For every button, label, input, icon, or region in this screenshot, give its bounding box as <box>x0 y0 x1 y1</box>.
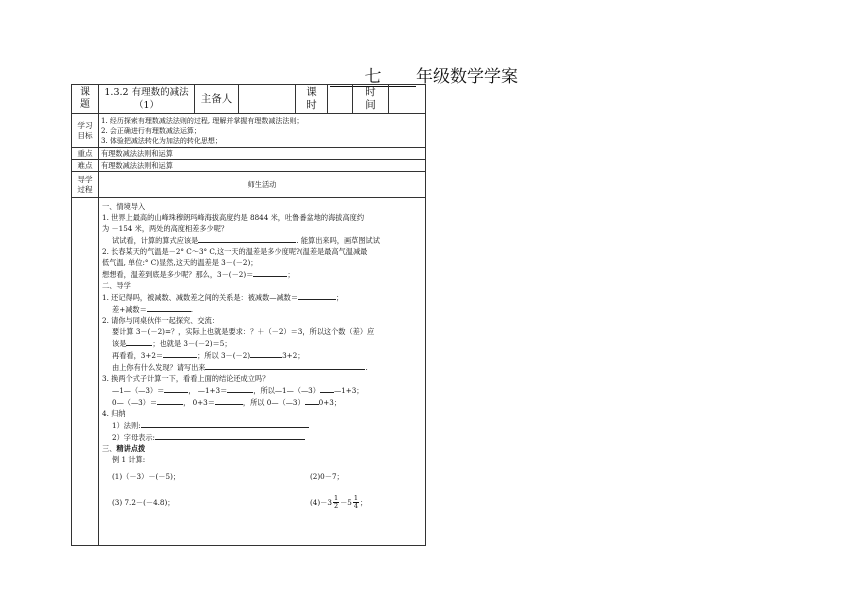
scenario-2-line: 低气温, 单位:° C)显然,这天的温差是 3－(－2)； <box>102 258 258 267</box>
answer-blank[interactable] <box>205 361 365 370</box>
example-row <box>102 495 422 510</box>
topic-title: 1.3.2 有理数的减法（1） <box>99 85 195 114</box>
time-value-cell[interactable] <box>389 85 426 114</box>
goal-item: 2. 会正确进行有理数减法运算； <box>101 126 201 135</box>
example-title: 例 1 计算: <box>112 455 146 464</box>
answer-blank[interactable] <box>215 396 243 405</box>
rule-line: 1）法则: <box>102 419 422 431</box>
goal-item: 1. 经历探索有理数减法法则的过程, 理解并掌握有理数减法法则； <box>101 116 304 125</box>
scenario-1-line: 为 －154 米，两处的高度相差多少呢？ <box>102 224 229 233</box>
guide-2-line: 该是 ；也就是 3－(－2)＝5； <box>112 339 232 348</box>
section-title: 二、导学 <box>102 281 131 290</box>
guide-2-line: 再看看，3+2＝ ；所以 3－(－2) 3+2； <box>112 351 305 360</box>
answer-blank[interactable] <box>298 291 336 300</box>
guide-1-line: 1. 还记得吗，被减数、减数差之间的关系是：被减数—减数＝ ； <box>102 293 344 302</box>
scenario-2-line: 想想看，温差到底是多少呢？那么，3－(－2)＝ ； <box>102 270 295 279</box>
example-1: (1)（－3）－(－5)； <box>112 472 181 481</box>
activity-heading: 师生活动 <box>99 172 426 198</box>
goals-row <box>72 114 426 148</box>
fraction: $\frac{1}{2}$ <box>333 494 339 510</box>
guide-3-title: 3. 换两个式子计算一下，看看上面的结论还成立吗？ <box>102 374 270 383</box>
topic-label: 课题 <box>72 85 99 114</box>
lesson-plan-table <box>71 84 426 546</box>
answer-blank[interactable] <box>163 349 197 358</box>
answer-blank[interactable] <box>320 384 334 393</box>
key-point-row <box>72 148 426 160</box>
goals-label: 学习目标 <box>72 114 99 148</box>
answer-blank[interactable] <box>227 384 253 393</box>
answer-blank[interactable] <box>253 268 287 277</box>
author-value-cell[interactable] <box>239 85 296 114</box>
difficulty-label: 难点 <box>72 160 99 172</box>
key-point-label: 重点 <box>72 148 99 160</box>
period-value-cell[interactable] <box>328 85 353 114</box>
example-3: (3) 7.2－(－4.8)； <box>112 497 175 507</box>
key-point-text: 有理数减法法则和运算 <box>99 148 426 160</box>
section-title: 三、精讲点拨 <box>102 444 146 453</box>
guide-2-title: 2. 请你与同桌伙伴一起探究、交流： <box>102 316 219 325</box>
goals-cell <box>99 114 426 148</box>
answer-blank[interactable] <box>126 337 152 346</box>
answer-blank[interactable] <box>147 303 191 312</box>
section-title: 一、情境导入 <box>102 202 146 211</box>
header-row <box>72 85 426 114</box>
process-label: 导学过程 <box>72 172 99 198</box>
difficulty-text: 有理数减法法则和运算 <box>99 160 426 172</box>
example-row <box>102 471 422 482</box>
fraction: $\frac{1}{4}$ <box>353 494 358 510</box>
goal-item: 3. 体验把减法转化为加法的转化思想； <box>101 136 222 145</box>
content-cell <box>99 198 426 546</box>
guide-4-title: 4. 归纳 <box>102 409 126 418</box>
answer-blank[interactable] <box>164 384 188 393</box>
example-2: (2)0－7； <box>310 472 344 481</box>
guide-1-line: 差+减数＝ . <box>112 305 194 314</box>
author-label: 主备人 <box>195 85 239 114</box>
guide-3-line: 0—（—3）＝ ， 0+3＝ ，所以 0—（—3） 0+3； <box>112 398 342 407</box>
scenario-1-line: 试试看，计算的算式应该是 . 能算出来吗，画草图试试 <box>112 236 380 245</box>
guide-3-line: —1—（—3）＝ ， —1+3＝ ，所以—1—（—3） —1+3； <box>112 386 364 395</box>
grade-blank: 七 <box>330 68 416 87</box>
guide-2-line: 要计算 3－(－2)=？，实际上也就是要求：？＋（－2）＝3，所以这个数（差）应 <box>112 327 375 336</box>
example-4: (4)－3 $\frac{1}{2}$ －5 $\frac{1}{4}$ ； <box>310 494 368 510</box>
answer-blank[interactable] <box>155 431 305 440</box>
content-row <box>72 198 426 546</box>
period-label: 课时 <box>296 85 328 114</box>
difficulty-row <box>72 160 426 172</box>
answer-blank[interactable] <box>157 396 183 405</box>
scenario-2-line: 2. 长春某天的气温是－2° C～3° C,这一天的温差是多少度呢?(温差是最高气温减最 <box>102 247 368 256</box>
answer-blank[interactable] <box>141 419 309 428</box>
answer-blank[interactable] <box>198 234 296 243</box>
answer-blank[interactable] <box>305 396 319 405</box>
page-title-suffix: 年级数学学案 <box>416 67 518 87</box>
scenario-1-line: 1. 世界上最高的山峰珠穆朗玛峰海拔高度约是 8844 米，吐鲁番盆地的海拔高度约 <box>102 213 365 222</box>
answer-blank[interactable] <box>250 349 282 358</box>
process-row <box>72 172 426 198</box>
guide-2-line: 由上你有什么发现？请写出来 . <box>112 363 368 372</box>
letter-form-line: 2）字母表示: <box>102 431 422 443</box>
time-label: 时间 <box>353 85 389 114</box>
content-left-cell <box>72 198 99 546</box>
